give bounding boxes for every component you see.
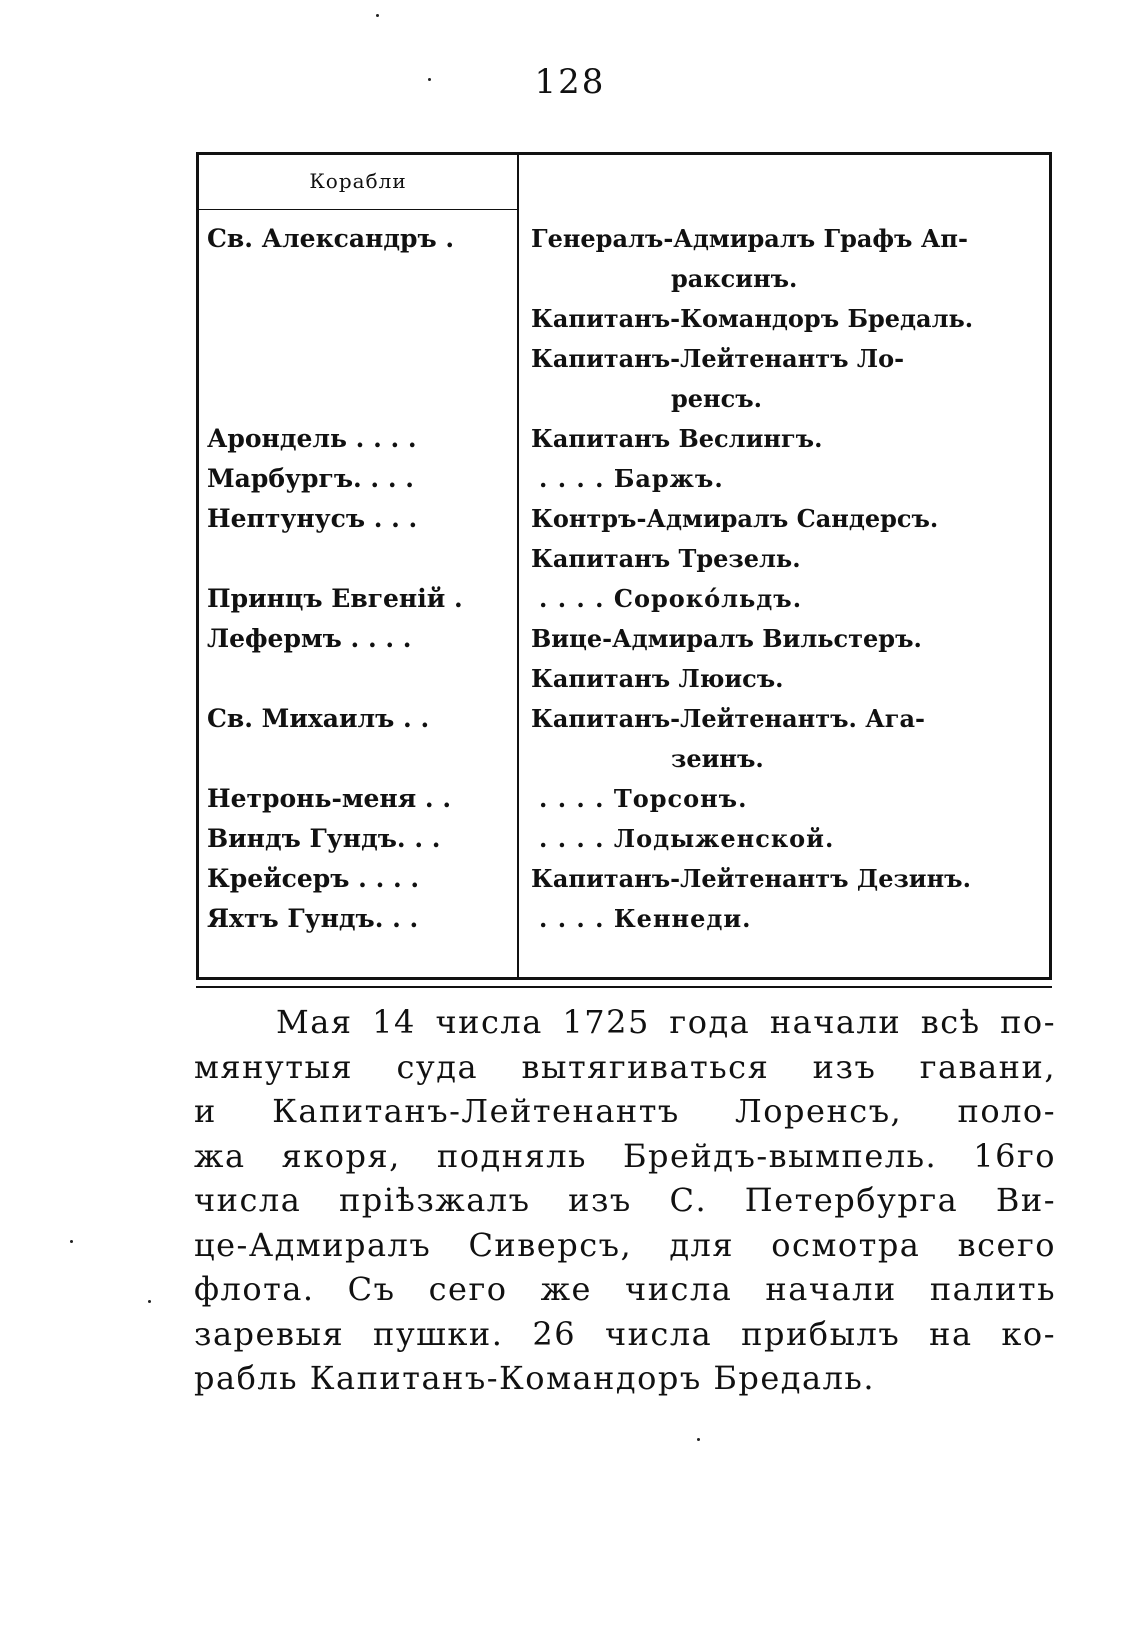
scan-speck [428,78,431,81]
ship-name: Св. Михаилъ . . [207,704,430,733]
officer-cell [517,459,1049,499]
officer-line: Капитанъ Трезель. [531,544,801,573]
officer-line: . . . . Баржъ. [539,464,724,493]
ship-name: Нептунусъ . . . [207,504,418,533]
table-row [199,779,1049,819]
officer-line: ренсъ. [671,384,762,413]
ship-name: Лефермъ . . . . [207,624,412,653]
officer-line: зеинъ. [671,744,764,773]
officer-cell [517,499,1049,579]
table-row [199,459,1049,499]
paragraph-line: це-Адмиралъ Сиверсъ, для осмотра всего [194,1225,1056,1264]
body-paragraph [194,1000,1056,1401]
officer-line: Капитанъ-Лейтенантъ Ло- [531,344,905,373]
officer-line: раксинъ. [671,264,798,293]
ship-name: Марбургъ. . . . [207,464,414,493]
officer-line: . . . . Кеннеди. [539,904,752,933]
officer-line: . . . . Сороко́льдъ. [539,584,803,613]
paragraph-line: жа якоря, подняль Брейдъ-вымпель. 16го [194,1136,1056,1175]
officer-cell [517,579,1049,619]
officer-line: Вице-Адмиралъ Вильстеръ. [531,624,922,653]
paragraph-line: мянутыя суда вытягиваться изъ гавани, [194,1047,1056,1086]
ship-name: Принцъ Евгеній . [207,584,463,613]
column-header-ships: Корабли [309,169,407,193]
table-row [199,699,1049,779]
paragraph-line: и Капитанъ-Лейтенантъ Лоренсъ, поло- [194,1092,1056,1130]
officer-cell [517,819,1049,859]
ship-name: Яхтъ Гундъ. . . [207,904,419,933]
scan-speck [376,14,379,17]
officer-cell [517,779,1049,819]
ship-name: Нетронь-меня . . [207,784,452,813]
paragraph-line: заревыя пушки. 26 числа прибылъ на ко- [194,1314,1056,1353]
officer-line: Генералъ-Адмиралъ Графъ Ап- [531,224,968,253]
officer-cell [517,899,1049,939]
ship-name: Крейсеръ . . . . [207,864,420,893]
officer-cell [517,219,1049,419]
officer-line: Капитанъ-Лейтенантъ Дезинъ. [531,864,971,893]
officer-line: Капитанъ-Лейтенантъ. Ага- [531,704,925,733]
table-rows [199,219,1049,939]
paragraph-line: числа пріѣзжалъ изъ С. Петербурга Ви- [194,1181,1056,1219]
header-rule [199,209,517,210]
ship-name: Св. Александръ . [207,224,455,253]
table-row [199,619,1049,699]
paragraph-line: рабль Капитанъ-Командоръ Бредаль. [194,1359,875,1397]
officer-cell [517,859,1049,899]
table-row [199,859,1049,899]
table-row [199,819,1049,859]
scan-speck [70,1240,73,1243]
scan-speck [697,1438,700,1441]
table-row [199,499,1049,579]
officer-cell [517,619,1049,699]
paragraph-line: флота. Съ сего же числа начали палить [194,1270,1056,1308]
page-number: 128 [534,62,606,102]
table-row [199,899,1049,939]
table-row [199,579,1049,619]
table-row [199,219,1049,419]
officer-cell [517,419,1049,459]
table-row [199,419,1049,459]
table-bottom-rule [196,986,1052,988]
scan-speck [148,1300,151,1303]
officer-cell [517,699,1049,779]
ship-table [196,152,1052,980]
officer-line: . . . . Лодыженской. [539,824,835,853]
officer-line: Капитанъ-Командоръ Бредаль. [531,304,974,333]
officer-line: Контръ-Адмиралъ Сандерсъ. [531,504,939,533]
ship-name: Арондель . . . . [207,424,417,453]
paragraph-line: Мая 14 числа 1725 года начали всѣ по- [276,1003,1056,1041]
officer-line: Капитанъ Люисъ. [531,664,784,693]
officer-line: . . . . Торсонъ. [539,784,748,813]
officer-line: Капитанъ Веслингъ. [531,424,823,453]
ship-name: Виндъ Гундъ. . . [207,824,441,853]
